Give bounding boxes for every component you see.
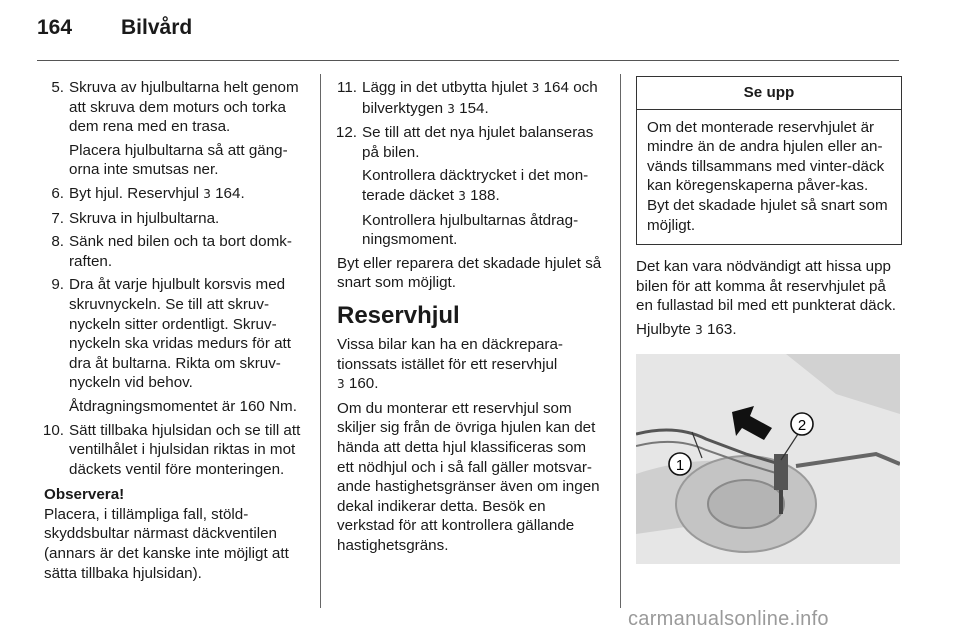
page-reference-icon: 3: [695, 322, 703, 337]
step-11: [337, 78, 605, 119]
note-text: Placera, i tillämpliga fall, stöld-skyddsbultar närmast däckventilen (annars är det kanske inte möjligt att sätta tillbaka hjulsidan).: [44, 505, 289, 582]
warning-title: Se upp: [637, 77, 901, 110]
page-link[interactable]: 164: [543, 79, 569, 96]
page-reference-icon: 3: [531, 81, 540, 95]
step-number: 6.: [51, 184, 64, 202]
paragraph: Byt eller reparera det skadade hjulet så snart som möjligt.: [337, 254, 602, 292]
warning-text: Om det monterade reservhjulet är mindre än de andra hjulen eller an-vänds tillsammans med vinter-däck kan köregenskaperna påver-kas. Byt det skadade hjulet så snart som möjligt.: [647, 118, 888, 234]
step-number: 11.: [337, 79, 357, 96]
step-text: Skruva in hjulbultarna.: [69, 209, 220, 227]
spare-wheel-drawing: [636, 354, 900, 564]
column-divider-right: [620, 74, 621, 608]
page-title: Bilvård: [121, 16, 193, 39]
callout-1: 1: [675, 457, 685, 474]
section-heading: Reservhjul: [337, 301, 460, 329]
page-link[interactable]: 160.: [348, 375, 379, 393]
page-number: 164: [37, 16, 73, 39]
header-rule: [37, 60, 899, 61]
page-link[interactable]: 154.: [459, 99, 489, 117]
column-2: [337, 78, 605, 559]
step-number: 5.: [51, 79, 64, 96]
column-1: [44, 78, 306, 583]
paragraph-text: Vissa bilar kan ha en däckrepara-tionssats istället för ett reservhjul: [337, 335, 563, 373]
step-text: Sänk ned bilen och ta bort domk-raften.: [69, 233, 292, 270]
note-heading: Observera!: [44, 486, 125, 504]
column-divider-left: [320, 74, 321, 608]
step-subtext: Kontrollera hjulbultarnas åtdrag-ningsmoment.: [362, 211, 579, 249]
spare-wheel-illustration: [636, 354, 900, 564]
step-text: Dra åt varje hjulbult korsvis med skruvnyckeln. Se till att skruv-nyckeln sitter ordentligt. Skruv-nyckeln ska vridas medurs för att dra åt bultarna. Rikta om skruv-nyckeln vid behov.: [69, 276, 291, 392]
step-10: [44, 421, 306, 480]
step-text: Se till att det nya hjulet balanseras på bilen.: [362, 124, 594, 161]
step-5: [44, 78, 306, 180]
step-subtext: Åtdragningsmomentet är 160 Nm.: [69, 397, 297, 415]
paragraph: [337, 335, 605, 395]
step-text: Sätt tillbaka hjulsidan och se till att ventilhålet i hjulsidan riktas in mot däckets ventil före monteringen.: [69, 421, 301, 478]
paragraph: Det kan vara nödvändigt att hissa upp bilen för att komma åt reservhjulet på en fullastad bil med ett punkterat däck.: [636, 258, 897, 315]
page-reference-icon: 3: [458, 188, 466, 203]
paragraph: Om du monterar ett reservhjul som skiljer sig från de övriga hjulen kan det hända att detta hjul klassificeras som ett nödhjul och i så fall gäller motsvar-ande hastighetsgränser även om ingen dekal indikerar detta. Besök en verkstad för att kontrollera gällande hastighetsgräns.: [337, 399, 600, 554]
step-number: 7.: [51, 209, 64, 227]
page-reference-icon: 3: [203, 186, 211, 201]
column-3: [636, 76, 902, 345]
step-9: [44, 275, 306, 416]
step-6: [44, 184, 306, 205]
page-reference-icon: 3: [447, 101, 455, 116]
step-8: [44, 232, 306, 271]
page-link[interactable]: 164.: [215, 184, 245, 202]
step-number: 8.: [51, 233, 64, 251]
callout-2: 2: [797, 417, 807, 434]
step-number: 10.: [42, 421, 64, 439]
step-text: och bilverktygen: [362, 79, 598, 117]
step-number: 9.: [51, 276, 64, 294]
step-subtext: Placera hjulbultarna så att gäng-orna inte smutsas ner.: [69, 141, 288, 179]
page-link[interactable]: 163.: [706, 320, 737, 338]
step-text: Byt hjul. Reservhjul: [69, 184, 199, 202]
warning-box: [636, 76, 902, 245]
paragraph: [636, 320, 902, 341]
step-subtext: Kontrollera däcktrycket i det mon-terade däcket: [362, 167, 589, 204]
step-7: [44, 209, 306, 229]
paragraph-text: Hjulbyte: [636, 320, 691, 338]
step-number: 12.: [335, 124, 357, 142]
footer-watermark: carmanualsonline.info: [628, 608, 829, 630]
page-reference-icon: 3: [337, 377, 345, 392]
step-text: Lägg in det utbytta hjulet: [362, 79, 528, 96]
page-link[interactable]: 188.: [470, 186, 500, 204]
step-text: Skruva av hjulbultarna helt genom att skruva dem moturs och torka dem rena med en trasa.: [69, 79, 299, 136]
step-12: [337, 123, 605, 250]
